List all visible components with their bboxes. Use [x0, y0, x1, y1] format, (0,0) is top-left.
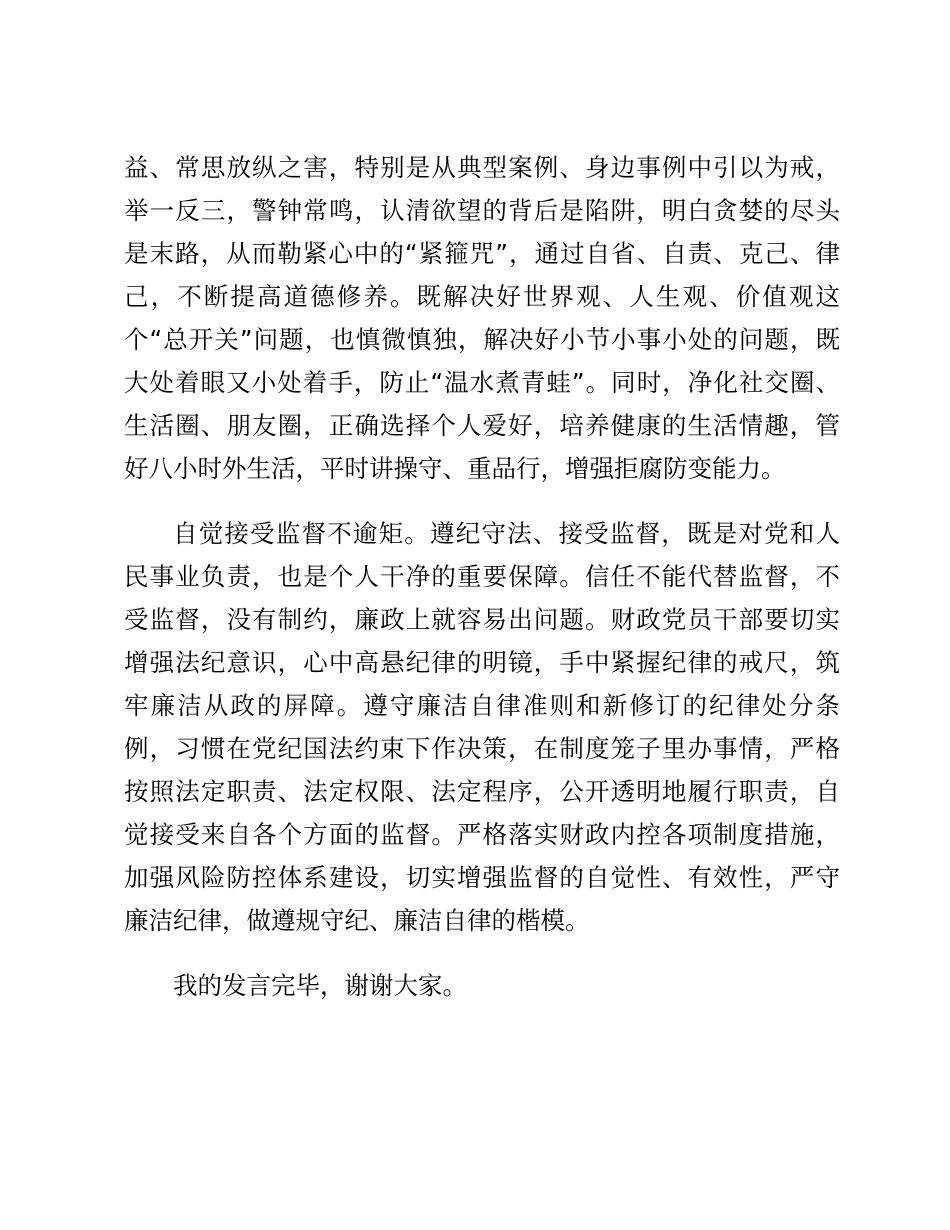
text-line: 自觉接受监督不逾矩。遵纪守法、接受监督，既是对党和人 [173, 519, 840, 548]
text-line: 牢廉洁从政的屏障。遵守廉洁自律准则和新修订的纪律处分条 [124, 691, 840, 720]
text-line: 受监督，没有制约，廉政上就容易出问题。财政党员干部要切实 [124, 605, 840, 634]
text-line: 个“总开关”问题，也慎微慎独，解决好小节小事小处的问题，既 [124, 325, 840, 354]
text-line: 增强法纪意识，心中高悬纪律的明镜，手中紧握纪律的戒尺，筑 [124, 648, 840, 677]
text-line: 按照法定职责、法定权限、法定程序，公开透明地履行职责，自 [124, 777, 840, 806]
paragraph-2 [124, 512, 840, 942]
text-line: 生活圈、朋友圈，正确选择个人爱好，培养健康的生活情趣，管 [124, 411, 840, 440]
text-line: 例，习惯在党纪国法约束下作决策，在制度笼子里办事情，严格 [124, 734, 840, 763]
text-line: 加强风险防控体系建设，切实增强监督的自觉性、有效性，严守 [124, 863, 840, 892]
text-line: 是末路，从而勒紧心中的“紧箍咒”，通过自省、自责、克己、律 [124, 239, 840, 268]
paragraph-1 [124, 146, 840, 490]
text-line: 大处着眼又小处着手，防止“温水煮青蛙”。同时，净化社交圈、 [124, 368, 840, 397]
text-line: 我的发言完毕，谢谢大家。 [173, 971, 467, 1000]
text-line: 益、常思放纵之害，特别是从典型案例、身边事例中引以为戒， [124, 153, 840, 182]
document-body [124, 146, 840, 1007]
text-line: 好八小时外生活，平时讲操守、重品行，增强拒腐防变能力。 [124, 454, 786, 483]
text-line: 举一反三，警钟常鸣，认清欲望的背后是陷阱，明白贪婪的尽头 [124, 196, 840, 225]
paragraph-spacer [124, 942, 840, 964]
text-line: 觉接受来自各个方面的监督。严格落实财政内控各项制度措施， [124, 820, 840, 849]
text-line: 己，不断提高道德修养。既解决好世界观、人生观、价值观这 [124, 282, 840, 311]
text-line: 廉洁纪律，做遵规守纪、廉洁自律的楷模。 [124, 906, 590, 935]
paragraph-3 [124, 964, 840, 1007]
text-line: 民事业负责，也是个人干净的重要保障。信任不能代替监督，不 [124, 562, 840, 591]
paragraph-spacer [124, 490, 840, 512]
